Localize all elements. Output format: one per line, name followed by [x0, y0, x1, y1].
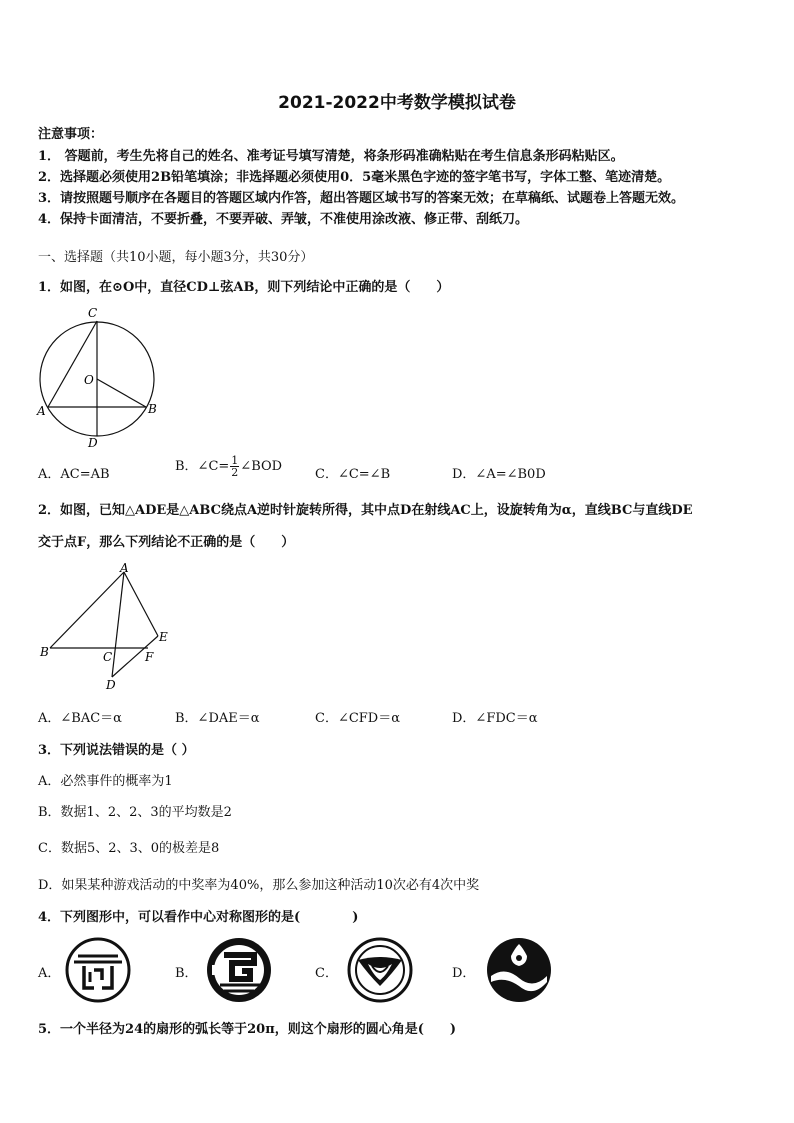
label-a: A: [120, 561, 129, 575]
q2-option-d: D．∠FDC＝α: [452, 711, 538, 726]
segment-ae: [124, 572, 158, 636]
q2-option-b: B．∠DAE＝α: [175, 711, 260, 726]
question-3-stem: 3．下列说法错误的是（ ）: [38, 743, 195, 758]
q4-option-a-emblem: [64, 936, 132, 1004]
section-heading: 一、选择题（共10小题，每小题3分，共30分）: [38, 250, 314, 265]
notice-item: 2．选择题必须使用2B铅笔填涂；非选择题必须使用0．5毫米黑色字迹的签字笔书写，字体工整、笔迹清楚。: [38, 170, 671, 185]
q4-option-d-label: D．: [452, 966, 476, 981]
label-d: D: [106, 678, 116, 692]
notice-item: 1． 答题前，考生先将自己的姓名、准考证号填写清楚，将条形码准确粘贴在考生信息条形码粘贴区。: [38, 149, 624, 164]
question-2-stem-line1: 2．如图，已知△ADE是△ABC绕点A逆时针旋转所得，其中点D在射线AC上，设旋转角为α，直线BC与直线DE: [38, 503, 693, 518]
q2-option-c: C．∠CFD＝α: [315, 711, 401, 726]
label-b: B: [40, 645, 49, 659]
label-c: C: [103, 650, 113, 664]
question-1-figure: [30, 303, 170, 453]
q1-option-b-prefix: B．∠C=: [175, 459, 230, 474]
q3-option-b: B．数据1、2、2、3的平均数是2: [38, 805, 232, 820]
notice-heading: 注意事项：: [38, 127, 104, 142]
question-2-stem-line2: 交于点F，那么下列结论不正确的是（ ）: [38, 535, 295, 550]
q4-option-c-label: C．: [315, 966, 338, 981]
q3-option-a: A．必然事件的概率为1: [38, 774, 173, 789]
q1-option-c: C．∠C=∠B: [315, 467, 391, 482]
q4-option-b-emblem: [204, 935, 274, 1005]
q4-option-b-label: B．: [175, 966, 198, 981]
q1-option-d: D．∠A=∠B0D: [452, 467, 546, 482]
q4-option-c-emblem: [346, 936, 414, 1004]
fraction-denominator: 2: [231, 466, 239, 479]
fraction-one-half: [230, 455, 239, 478]
q3-option-d: D．如果某种游戏活动的中奖率为40%，那么参加这种活动10次必有4次中奖: [38, 878, 480, 893]
q4-option-a-label: A．: [38, 966, 61, 981]
q1-option-a: A．AC=AB: [38, 467, 110, 482]
notice-item: 3．请按照题号顺序在各题目的答题区域内作答，超出答题区域书写的答案无效；在草稿纸、试题卷上答题无效。: [38, 191, 685, 206]
page-title: 2021-2022中考数学模拟试卷: [278, 93, 516, 113]
q2-option-a: A．∠BAC＝α: [38, 711, 122, 726]
label-f: F: [145, 650, 154, 664]
label-o: O: [84, 373, 94, 387]
question-4-stem: 4．下列图形中，可以看作中心对称图形的是( ): [38, 910, 359, 925]
notice-item: 4．保持卡面清洁，不要折叠，不要弄破、弄皱，不准使用涂改液、修正带、刮纸刀。: [38, 212, 529, 227]
label-a: A: [37, 404, 46, 418]
q1-option-b: [175, 455, 282, 478]
label-d: D: [88, 436, 98, 450]
fraction-numerator: 1: [231, 454, 239, 467]
segment-ac: [48, 321, 97, 407]
segment-ob: [97, 379, 146, 407]
question-5-stem: 5．一个半径为24的扇形的弧长等于20π，则这个扇形的圆心角是( ): [38, 1022, 457, 1037]
label-c: C: [88, 306, 98, 320]
label-b: B: [148, 402, 157, 416]
segment-ab: [50, 572, 124, 648]
q3-option-c: C．数据5、2、3、0的极差是8: [38, 841, 220, 856]
question-2-figure: [36, 560, 176, 695]
question-1-stem: 1．如图，在⊙O中，直径CD⊥弦AB，则下列结论中正确的是（ ）: [38, 280, 450, 295]
q4-option-d-emblem: [485, 936, 553, 1004]
segment-ad: [112, 572, 124, 677]
label-e: E: [159, 630, 168, 644]
q1-option-b-suffix: ∠BOD: [240, 459, 283, 474]
